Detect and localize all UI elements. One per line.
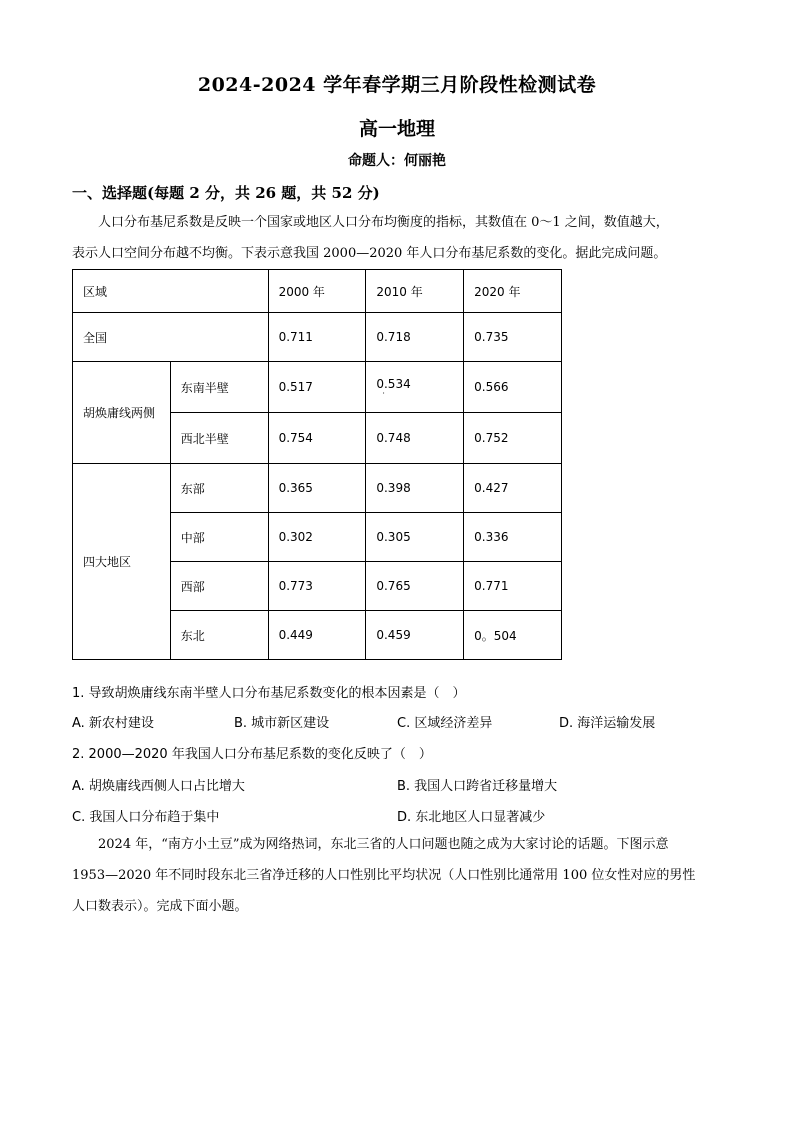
row-label: 东部 [170, 464, 268, 513]
group-label-hu-line: 胡焕庸线两侧 [73, 362, 171, 464]
table-cell: 0.773 [268, 562, 366, 611]
cell-value: 0.534 [376, 377, 411, 391]
group-label-four-regions: 四大地区 [73, 464, 171, 660]
table-cell: 0.449 [268, 611, 366, 660]
subject-title: 高一地理 [358, 118, 435, 140]
header-cell-2020: 2020 年 [464, 270, 562, 313]
row-label-national: 全国 [73, 313, 269, 362]
table-cell: 0.735 [464, 313, 562, 362]
header-cell-region: 区域 [73, 270, 269, 313]
intro-line-2: 表示人口空间分布越不均衡。下表示意我国 2000—2020 年人口分布基尼系数的变化。据此完成问题。 [72, 246, 667, 261]
table-cell: 0.365 [268, 464, 366, 513]
table-cell [366, 362, 464, 413]
intro2-line-2: 1953—2020 年不同时段东北三省净迁移的人口性别比平均状况（人口性别比通常用 100 位女性对应的男性 [72, 868, 696, 883]
row-label: 西部 [170, 562, 268, 611]
table-cell: 0.566 [464, 362, 562, 413]
table-cell: 0.336 [464, 513, 562, 562]
table-cell: 0。504 [464, 611, 562, 660]
row-label: 西北半壁 [170, 413, 268, 464]
row-label: 东南半壁 [170, 362, 268, 413]
row-label: 东北 [170, 611, 268, 660]
table-cell: 0.748 [366, 413, 464, 464]
table-cell: 0.517 [268, 362, 366, 413]
question-1-stem: 1. 导致胡焕庸线东南半壁人口分布基尼系数变化的根本因素是（ ） [72, 686, 466, 701]
gini-table [72, 269, 562, 660]
q2-option-c[interactable]: C. 我国人口分布趋于集中 [72, 810, 220, 825]
table-cell: 0.711 [268, 313, 366, 362]
table-cell: 0.718 [366, 313, 464, 362]
q2-option-a[interactable]: A. 胡焕庸线西侧人口占比增大 [72, 779, 245, 794]
table-row [73, 313, 562, 362]
q2-option-b[interactable]: B. 我国人口跨省迁移量增大 [397, 779, 558, 794]
row-label: 中部 [170, 513, 268, 562]
exam-title: 2024-2024 学年春学期三月阶段性检测试卷 [197, 74, 597, 96]
table-cell: 0.765 [366, 562, 464, 611]
intro-paragraph [72, 207, 722, 269]
q1-option-d[interactable]: D. 海洋运输发展 [559, 716, 656, 731]
header-cell-2010: 2010 年 [366, 270, 464, 313]
stray-dot: · [382, 389, 385, 398]
table-cell: 0.754 [268, 413, 366, 464]
table-row [73, 362, 562, 413]
q1-option-b[interactable]: B. 城市新区建设 [234, 716, 330, 731]
header-cell-2000: 2000 年 [268, 270, 366, 313]
table-cell: 0.752 [464, 413, 562, 464]
table-cell: 0.398 [366, 464, 464, 513]
table-header-row [73, 270, 562, 313]
q1-option-c[interactable]: C. 区域经济差异 [397, 716, 493, 731]
q1-option-a[interactable]: A. 新农村建设 [72, 716, 154, 731]
intro2-line-3: 人口数表示）。完成下面小题。 [72, 899, 248, 914]
table-cell: 0.302 [268, 513, 366, 562]
table-cell: 0.459 [366, 611, 464, 660]
table-cell: 0.427 [464, 464, 562, 513]
intro2-paragraph [72, 829, 722, 922]
table-row [73, 464, 562, 513]
table-cell: 0.305 [366, 513, 464, 562]
table-cell: 0.771 [464, 562, 562, 611]
author-line: 命题人：何丽艳 [348, 153, 446, 169]
question-2-stem: 2. 2000—2020 年我国人口分布基尼系数的变化反映了（ ） [72, 747, 432, 762]
section-heading: 一、选择题(每题 2 分，共 26 题，共 52 分) [72, 184, 380, 202]
intro-line-1: 人口分布基尼系数是反映一个国家或地区人口分布均衡度的指标，其数值在 0～1 之间，数值越大， [98, 215, 669, 230]
intro2-line-1: 2024 年，“南方小土豆”成为网络热词，东北三省的人口问题也随之成为大家讨论的话题。下图示意 [98, 837, 669, 852]
q2-option-d[interactable]: D. 东北地区人口显著减少 [397, 810, 546, 825]
